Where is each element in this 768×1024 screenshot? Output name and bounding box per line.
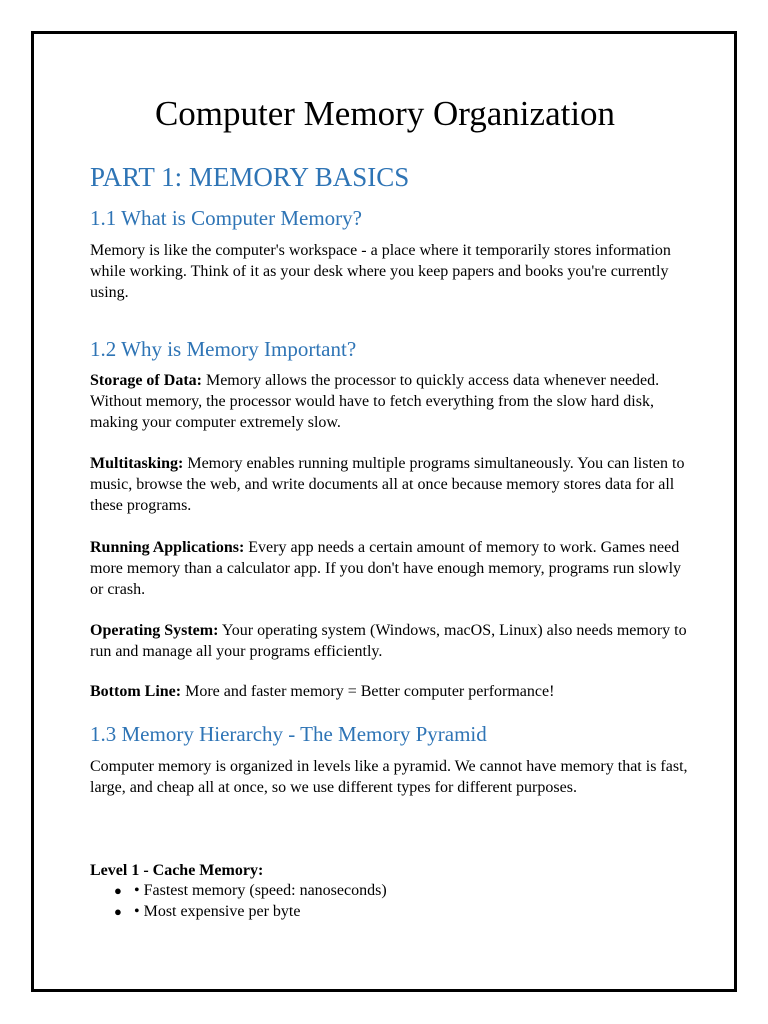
level-1-label: Level 1 - Cache Memory: <box>90 862 264 879</box>
importance-os-label: Operating System: <box>90 622 219 639</box>
list-item-text: • Fastest memory (speed: nanoseconds) <box>134 882 387 899</box>
importance-storage-label: Storage of Data: <box>90 372 202 389</box>
importance-multitasking-paragraph <box>90 453 690 516</box>
bottom-line-text: More and faster memory = Better computer performance! <box>181 683 555 700</box>
importance-storage-paragraph <box>90 370 690 433</box>
bullet-icon: ● <box>114 904 122 919</box>
section-1-1-paragraph: Memory is like the computer's workspace - a place where it temporarily stores information while working. Think of it as your desk where you keep papers and books you're currently using. <box>90 242 671 301</box>
importance-os-paragraph <box>90 620 690 662</box>
importance-multitasking-text: Memory enables running multiple programs simultaneously. You can listen to music, browse the web, and write documents all at once because memory stores data for all these programs. <box>90 455 685 514</box>
part-1-heading: PART 1: MEMORY BASICS <box>90 162 410 192</box>
bullet-icon: ● <box>114 883 122 898</box>
importance-applications-label: Running Applications: <box>90 539 245 556</box>
bottom-line-label: Bottom Line: <box>90 683 182 700</box>
level-1-bullet-list <box>114 880 387 922</box>
section-1-3-paragraph: Computer memory is organized in levels like a pyramid. We cannot have memory that is fast, large, and cheap all at once, so we use different types for different purposes. <box>90 758 688 796</box>
importance-applications-text: Every app needs a certain amount of memory to work. Games need more memory than a calculator app. If you don't have enough memory, programs run slowly or crash. <box>90 539 682 598</box>
list-item <box>114 880 387 901</box>
importance-multitasking-label: Multitasking: <box>90 455 184 472</box>
importance-storage-text: Memory allows the processor to quickly access data whenever needed. Without memory, the processor would have to fetch everything from the slow hard disk, making your computer extremely slow. <box>90 372 660 431</box>
importance-os-text: Your operating system (Windows, macOS, Linux) also needs memory to run and manage all your programs efficiently. <box>90 622 687 660</box>
document-title: Computer Memory Organization <box>154 94 616 133</box>
importance-applications-paragraph <box>90 537 690 600</box>
section-1-3-heading: 1.3 Memory Hierarchy - The Memory Pyramid <box>90 722 487 746</box>
bottom-line-paragraph <box>90 681 690 702</box>
list-item <box>114 901 387 922</box>
list-item-text: • Most expensive per byte <box>134 903 301 920</box>
section-1-2-heading: 1.2 Why is Memory Important? <box>90 337 357 361</box>
section-1-1-heading: 1.1 What is Computer Memory? <box>90 206 362 230</box>
